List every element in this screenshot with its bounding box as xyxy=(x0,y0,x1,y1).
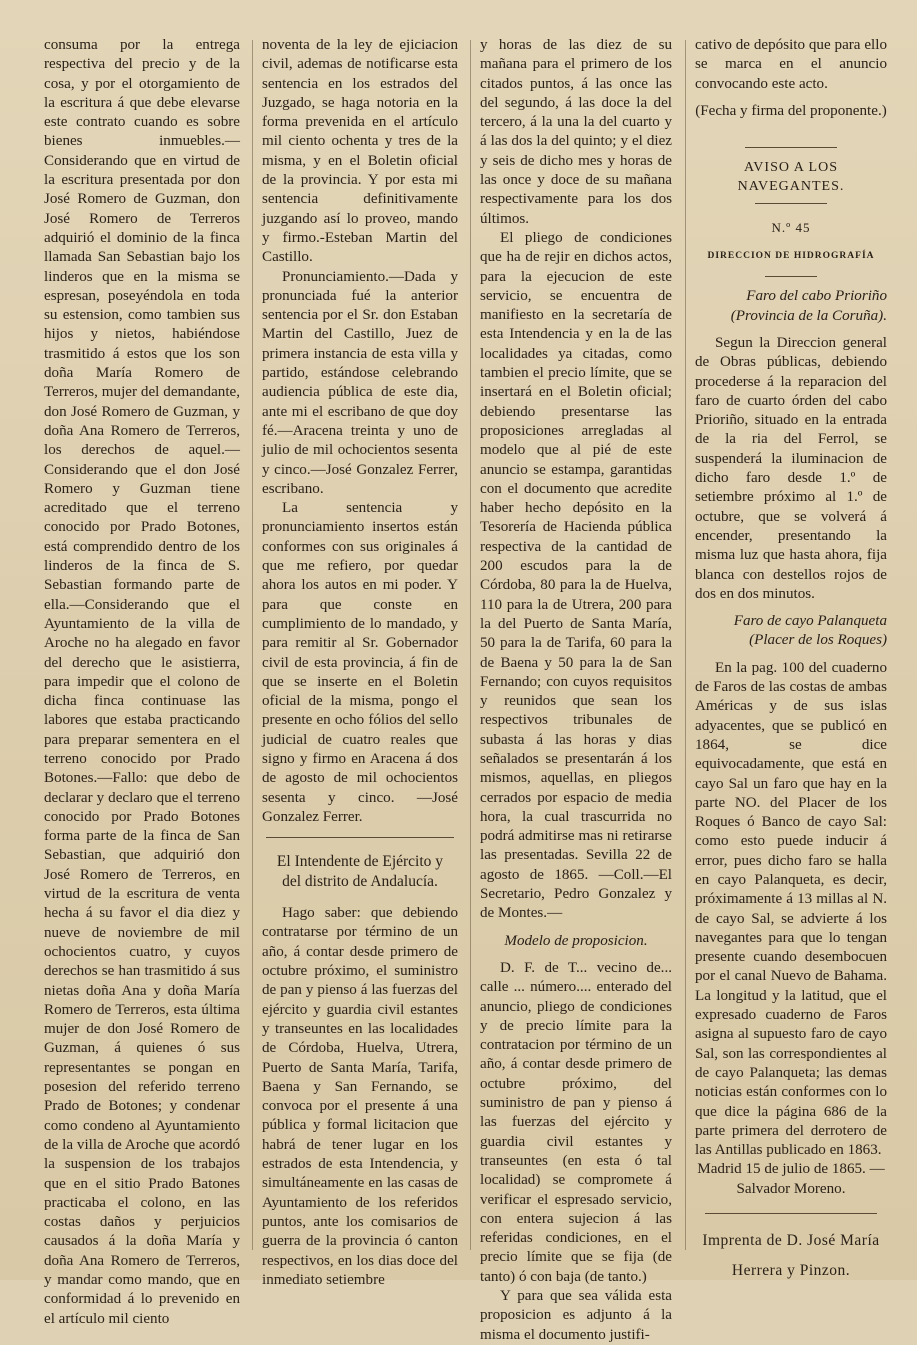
column-divider xyxy=(252,40,253,1250)
faro-prior-paragraph: Segun la Direccion general de Obras públicas, debiendo procederse á la reparacion del faro de cuarto órden del cabo Prioriño, situado en la entrada de la ria del Ferrol, se suspenderá la iluminacion de dicho faro desde 1.º de setiembre próximo al 1.º de octubre, que se volverá á encender, presentando la misma luz que hasta ahora, fija blanca con destellos rojos de dos en dos minutos. xyxy=(695,334,887,602)
section-rule xyxy=(755,203,827,204)
intendente-paragraph: Hago saber: que debiendo contratarse por término de un año, á contar desde primero de octubre próximo, el suministro de pan y pienso á las fuerzas del ejército y guardia civil estantes y transeuntes en las localidades de Córdoba, Huelva, Utrera, Puerto de Santa María, Tarifa, Baena y San Fernando, se convoca por el presente á una pública y formal licitacion que habrá de tener lugar en los estrados de esta Intendencia, y simultáneamente en las casas de Ayuntamiento de los referidos puntos, ante los comisarios de guerra de la provincia ó canton respectivos, en los dias doce del inmediato setiembre xyxy=(262,905,458,1288)
sentencia-conclusion: noventa de la ley de ejiciacion civil, ademas de notificarse esta sentencia en los estrados del Juzgado, se haga notoria en la forma prevenida en el artículo mil ciento ochenta y tres de la misma, y en el Boletin oficial de la provincia. Y por esta mi sentencia definitivamente juzgando así lo proveo, mando y firmo.-Esteban Martin del Castillo. xyxy=(262,37,458,266)
imprenta-line-1: Imprenta de D. José María xyxy=(702,1232,880,1250)
faro-palanqueta-title: Faro de cayo Palanqueta (Placer de los Roques) xyxy=(733,613,887,649)
pliego-paragraph: El pliego de condiciones que ha de rejir en dichos actos, para la ejecucion de este servicio, se encuentra de manifiesto en la secretaría de esta Intendencia y en la de las localidades ya citadas, como tambien el precio límite, que se insertará en el Boletin oficial; debiendo presentarse las proposiciones arregladas al modelo que al pié de este anuncio se estampa, garantidas con el documento que acredite haber hecho depósito en la Tesorería de Hacienda pública respectiva de la cantidad de 200 escudos para la de Córdoba, 80 para la de Huelva, 110 para la de Utrera, 200 para la del Puerto de Santa María, 50 para la de Tarifa, 60 para la de Baena y 50 para la de San Fernando; con cuyos requisitos y reunidos que sean los respectivos tribunales de subasta á las horas y dias señalados se presentarán á los mismos, aquellas, en pliegos cerrados por espacio de media hora, la cual trascurrida no podrá admitirse mas ni retirarse las presentadas. Sevilla 22 de agosto de 1865. —Coll.—El Secretario, Pedro Gonzalez y de Montes.— xyxy=(480,229,672,922)
modelo-heading: Modelo de proposicion. xyxy=(504,932,648,949)
certificacion-paragraph: La sentencia y pronunciamiento insertos están conformes con sus originales á que me refiero, por quedar ahora los autos en mi poder. Y para que conste en cumplimiento de lo mandado, y para remitir al Sr. Gobernador civil de esta provincia, á fin de que se inserte en el Boletin oficial de la misma, pongo el presente en ocho fólios del sello judicial de cuatro reales que signo y firmo en Aracena á dos de agosto de mil ochocientos sesenta y cinco. —José Gonzalez Ferrer. xyxy=(262,500,458,825)
horarios-paragraph: y horas de las diez de su mañana para el primero de los citados puntos, á las once las del segundo, á las doce la del tercero, á la una la del cuarto y á las dos la del quinto; y el diez y seis de dicho mes y horas de las once y doce de su mañana respectivamente para los dos últimos. xyxy=(480,37,672,227)
section-rule xyxy=(765,276,817,277)
section-rule xyxy=(745,147,837,148)
column-2 xyxy=(262,36,458,1288)
fecha-firma: (Fecha y firma del proponente.) xyxy=(695,102,887,119)
modelo-paragraph: D. F. de T... vecino de... calle ... número.... enterado del anuncio, pliego de condiciones y de precio límite para la contratacion por término de un año, á contar desde primero de octubre próximo, del suministro de pan y pienso á las fuerzas del ejército y guardia civil estantes y transeuntes (en esta ó tal localidad) se compromete á verificar el espresado servicio, con entera sujecion á las referidas condiciones, en el precio límite que se fija (de tanto) ó con baja (de tanto.) xyxy=(480,959,672,1285)
section-rule xyxy=(266,837,454,838)
direccion-heading: DIRECCION DE HIDROGRAFÍA xyxy=(707,251,875,262)
intendente-heading: El Intendente de Ejército y del distrito de Andalucía. xyxy=(276,853,444,891)
madrid-signature: Madrid 15 de julio de 1865. —Salvador Moreno. xyxy=(697,1161,885,1197)
sentencia-text: consuma por la entrega respectiva del precio y de la cosa, y por el otorgamiento de la escritura á que debe elevarse este contrato cuando es sobre bienes inmuebles.—Considerando que en virtud de la escritura presentada por don José Romero de Guzman, don José Romero de Terreros adquirió el dominio de la finca llamada San Sebastian bajo los linderos que en la misma se espresan, poseyéndola en toda su estension, como tambien sus hijos y nietos, habiéndose trasmitido á estos que los son doña María Romero de Terreros, mujer del demandante, don José Romero de Guzman, y doña Ana Romero de Terreros, los derechos de aquel.—Considerando que el don José Romero y Guzman tiene acreditado que el terreno conocido por Prado Botones, está comprendido dentro de los linderos de la finca de S. Sebastian formando parte de ella.—Considerando que el Ayuntamiento de la villa de Aroche no ha alegado en favor del derecho que le asistierra, para impedir que el colono de dicha finca continuase las labores que estaba practicando para preparar sementera en el terreno conocido por Prado Botones.—Fallo: que debo de declarar y declaro que el terreno conocido por Prado Botones forma parte de la finca de San Sebastian, que adquirió don José Romero de Terreros, en virtud de la escritura de venta hecha á su favor el dia diez y nueve de noviembre de mil ochocientos cuatro, y cuyos derechos se han trasmitido á sus nietas doña Ana y doña María Romero de Terreros, esta última mujer de don José Romero de Guzman, á quienes ó sus representantes se pongan en posesion del referido terreno Prado de Botones; y condenar como condeno al Ayuntamiento de la villa de Aroche que acordó la suspension de los trabajos que en el sitio Prado Batones practicaba el colono, en las costas daños y perjuicios causados á la doña María y doña Ana Romero de Terreros, y mandar como mando, que en conformidad á lo prevenido en el artículo mil ciento xyxy=(44,37,240,1327)
deposito-paragraph: cativo de depósito que para ello se marca en el anuncio convocando este acto. xyxy=(695,37,887,92)
column-divider xyxy=(685,40,686,1250)
column-1 xyxy=(44,36,240,1327)
column-4 xyxy=(695,36,887,1280)
section-rule xyxy=(705,1213,877,1214)
faro-prior-title: Faro del cabo Prioriño (Provincia de la Coruña). xyxy=(730,288,887,324)
column-3 xyxy=(480,36,672,1343)
column-divider xyxy=(470,40,471,1250)
validez-paragraph: Y para que sea válida esta proposicion es adjunto á la misma el documento justifi- xyxy=(480,1288,672,1343)
imprenta-line-2: Herrera y Pinzon. xyxy=(731,1262,851,1280)
aviso-number: N.º 45 xyxy=(771,219,811,235)
aviso-heading: AVISO A LOS NAVEGANTES. xyxy=(737,160,845,195)
faro-palanqueta-paragraph: En la pag. 100 del cuaderno de Faros de las costas de ambas Américas y de sus islas adyacentes, que se publicó en 1864, se dice equivocadamente, que está en cayo Sal un faro que hay en la parte NO. del Placer de los Roques ó Banco de cayo Sal: como esto puede inducir á error, pues dicho faro se halla en cayo Palanqueta, es decir, próximamente á 13 millas al N. de cayo Sal, se advierte á los navegantes para que lo tengan presente cuando desembocuen por el canal Nuevo de Bahama. La longitud y la latitud, que el expresado cuaderno de Faros asigna al supuesto faro de cayo Sal, son las correspondientes al de cayo Palanqueta; las demas noticias están conformes con lo que dice la página 686 de la parte primera del derrotero de las Antillas publicado en 1863. xyxy=(695,659,887,1159)
pronunciamiento-paragraph: Pronunciamiento.—Dada y pronunciada fué la anterior sentencia por el Sr. don Estaban Martin del Castillo, Juez de primera instancia de esta villa y partido, estándose celebrando audiencia pública de este dia, ante mi el escribano de que doy fé.—Aracena treinta y uno de julio de mil ochocientos sesenta y cinco.—José Gonzalez Ferrer, escribano. xyxy=(262,268,458,497)
